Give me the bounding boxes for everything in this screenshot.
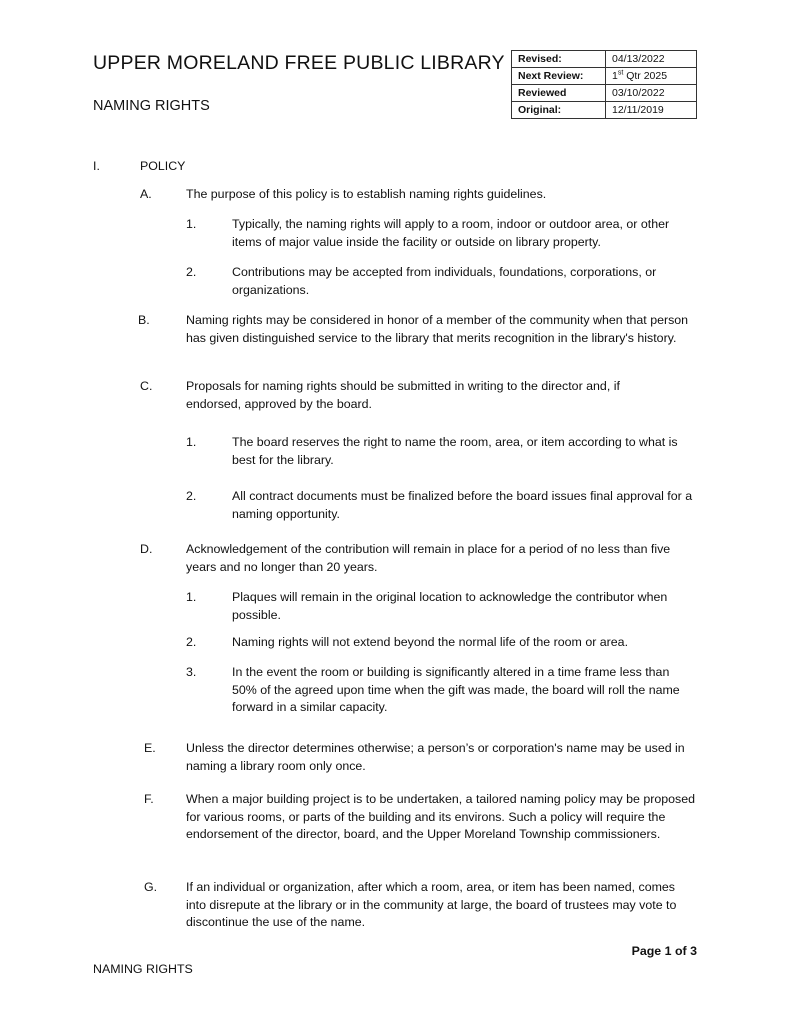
revision-value: 03/10/2022 bbox=[606, 85, 697, 102]
item-text-g: If an individual or organization, after which a room, area, or item has been named, comes into disrepute at the library or in the community at large, the board of trustees may vote to discontinue the use of the name. bbox=[186, 880, 677, 930]
item-marker-d: D. bbox=[140, 542, 153, 556]
item-marker-f: F. bbox=[144, 792, 154, 806]
document-title: UPPER MORELAND FREE PUBLIC LIBRARY bbox=[93, 52, 505, 74]
section-marker: I. bbox=[93, 159, 100, 173]
revision-value: 04/13/2022 bbox=[606, 51, 697, 68]
revision-row bbox=[512, 51, 697, 68]
subitem-text: Typically, the naming rights will apply to a room, indoor or outdoor area, or other items of major value inside the facility or outside on library property. bbox=[232, 217, 670, 249]
subitem-marker: 1. bbox=[186, 435, 197, 449]
item-marker-g: G. bbox=[144, 880, 158, 894]
subitem-text: In the event the room or building is significantly altered in a time frame less than 50% of the agreed upon time when the gift was made, the board will roll the name forward in a similar capacity. bbox=[232, 665, 680, 715]
page-number: Page 1 of 3 bbox=[631, 944, 697, 958]
revision-row bbox=[512, 102, 697, 119]
subitem-marker: 2. bbox=[186, 635, 197, 649]
item-text-a: The purpose of this policy is to establish naming rights guidelines. bbox=[186, 187, 547, 201]
revision-value: 12/11/2019 bbox=[606, 102, 697, 119]
item-text-d: Acknowledgement of the contribution will remain in place for a period of no less than five years and no longer than 20 years. bbox=[186, 542, 671, 574]
subitem-marker: 1. bbox=[186, 217, 197, 231]
subitem-marker: 2. bbox=[186, 265, 197, 279]
item-text-b: Naming rights may be considered in honor of a member of the community when that person has given distinguished service to the library that merits recognition in the library's history. bbox=[186, 313, 689, 345]
revision-label: Original: bbox=[512, 102, 606, 119]
revision-value-post: Qtr 2025 bbox=[623, 70, 668, 82]
revision-label: Next Review: bbox=[512, 68, 606, 85]
revision-label: Revised: bbox=[512, 51, 606, 68]
section-heading: POLICY bbox=[140, 159, 186, 173]
subitem-text: The board reserves the right to name the room, area, or item according to what is best for the library. bbox=[232, 435, 678, 467]
subitem-marker: 3. bbox=[186, 665, 197, 679]
item-marker-e: E. bbox=[144, 741, 156, 755]
revision-label: Reviewed bbox=[512, 85, 606, 102]
revision-row bbox=[512, 85, 697, 102]
subitem-text: Contributions may be accepted from individuals, foundations, corporations, or organizations. bbox=[232, 265, 657, 297]
item-marker-b: B. bbox=[138, 313, 150, 327]
revision-table bbox=[511, 50, 697, 119]
item-text-f: When a major building project is to be undertaken, a tailored naming policy may be proposed for various rooms, or parts of the building and its environs. Such a policy will require the endorsement of the director, board, and the Upper Moreland Township commissioners. bbox=[186, 792, 695, 842]
subitem-marker: 1. bbox=[186, 590, 197, 604]
subitem-text: All contract documents must be finalized before the board issues final approval for a naming opportunity. bbox=[232, 489, 693, 521]
item-marker-c: C. bbox=[140, 379, 153, 393]
revision-value-sup: st bbox=[617, 69, 624, 77]
footer-doc-name: NAMING RIGHTS bbox=[93, 962, 193, 976]
subitem-text: Naming rights will not extend beyond the normal life of the room or area. bbox=[232, 635, 629, 649]
item-text-c: Proposals for naming rights should be submitted in writing to the director and, if endorsed, approved by the board. bbox=[186, 379, 620, 411]
revision-row bbox=[512, 68, 697, 85]
subitem-marker: 2. bbox=[186, 489, 197, 503]
revision-value-pre: 1 bbox=[612, 70, 618, 82]
document-subtitle: NAMING RIGHTS bbox=[93, 98, 210, 114]
revision-value bbox=[606, 68, 697, 85]
item-marker-a: A. bbox=[140, 187, 152, 201]
subitem-text: Plaques will remain in the original location to acknowledge the contributor when possible. bbox=[232, 590, 668, 622]
item-text-e: Unless the director determines otherwise; a person’s or corporation's name may be used in naming a library room only once. bbox=[186, 741, 685, 773]
